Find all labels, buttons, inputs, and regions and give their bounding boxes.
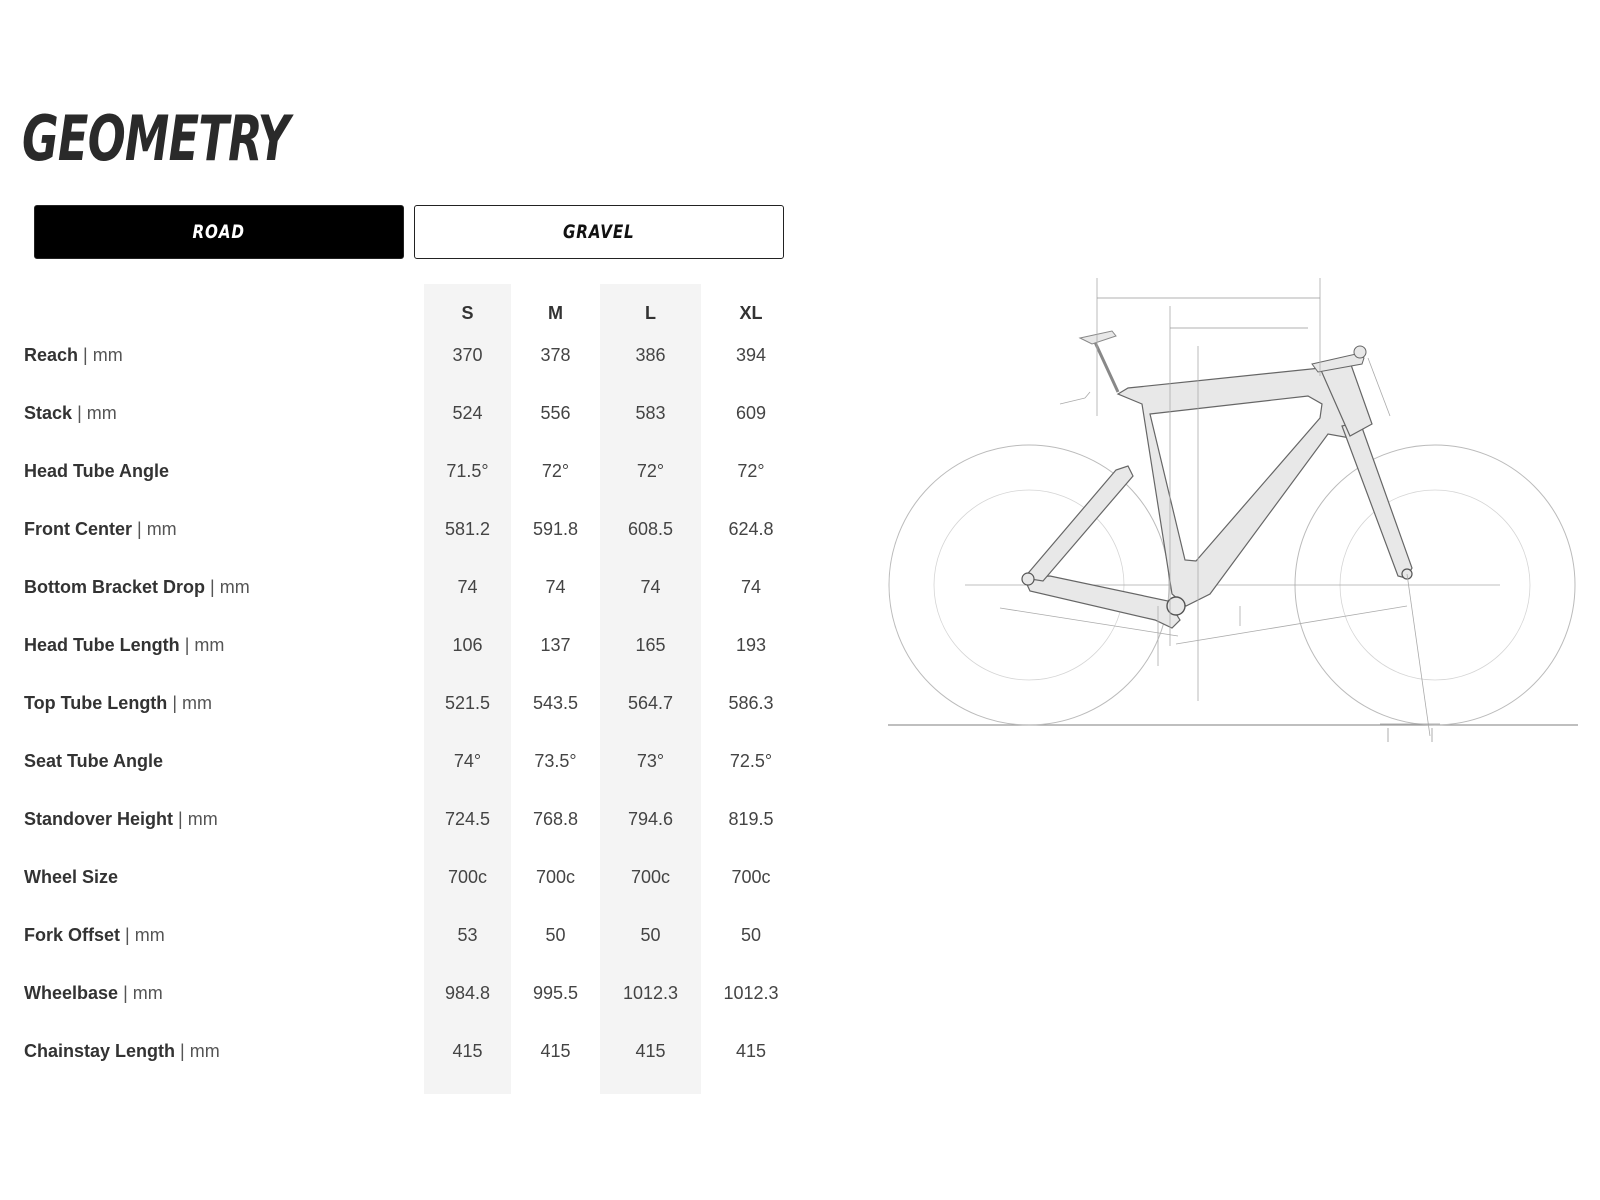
size-header-l: L	[645, 303, 656, 323]
cell-m: 700c	[535, 867, 576, 887]
cell-l: 73°	[636, 751, 665, 771]
cell-xl: 1012.3	[723, 983, 779, 1003]
cell-m: 74	[545, 577, 566, 597]
cell-s: 71.5°	[446, 461, 489, 481]
row-label	[24, 732, 163, 790]
cell-m: 556	[540, 403, 571, 423]
cell-xl: 394	[735, 345, 767, 365]
cell-l: 700c	[630, 867, 671, 887]
tab-gravel-label: GRAVEL	[563, 221, 635, 243]
cell-l: 165	[635, 635, 666, 655]
cell-l: 72°	[636, 461, 665, 481]
cell-l: 74	[640, 577, 661, 597]
row-unit: | mm	[172, 693, 212, 713]
size-header-s: S	[461, 303, 474, 323]
row-unit: | mm	[180, 1041, 220, 1061]
cell-xl: 586.3	[728, 693, 774, 713]
cell-m: 768.8	[532, 809, 579, 829]
table-row	[0, 732, 800, 790]
cell-xl: 193	[735, 635, 767, 655]
cell-xl: 415	[735, 1041, 767, 1061]
cell-m: 543.5	[532, 693, 579, 713]
row-unit: | mm	[178, 809, 218, 829]
row-unit: | mm	[83, 345, 123, 365]
row-label	[24, 790, 218, 848]
table-row	[0, 326, 800, 384]
cell-m: 137	[540, 635, 571, 655]
size-header-m: M	[548, 303, 563, 323]
cell-m: 995.5	[532, 983, 579, 1003]
front-center-dimension	[1176, 606, 1407, 644]
cell-m: 50	[545, 925, 566, 945]
cell-xl: 50	[740, 925, 762, 945]
row-label-text: Top Tube Length	[24, 693, 168, 713]
rear-dropout	[1022, 573, 1034, 585]
fork	[1342, 422, 1412, 578]
saddle	[1080, 331, 1116, 344]
row-label-text: Wheelbase	[24, 983, 119, 1003]
cell-s: 700c	[447, 867, 488, 887]
row-label-text: Seat Tube Angle	[24, 751, 164, 771]
cell-s: 521.5	[444, 693, 491, 713]
row-label	[24, 442, 169, 500]
cell-l: 415	[635, 1041, 666, 1061]
row-label-text: Wheel Size	[24, 867, 119, 887]
row-unit: | mm	[137, 519, 177, 539]
table-row	[0, 848, 800, 906]
row-unit: | mm	[77, 403, 117, 423]
seatstay	[1024, 466, 1133, 581]
row-label-text: Standover Height	[24, 809, 174, 829]
table-row	[0, 790, 800, 848]
row-label-text: Stack	[24, 403, 73, 423]
table-row	[0, 384, 800, 442]
cell-m: 73.5°	[534, 751, 577, 771]
row-unit: | mm	[123, 983, 163, 1003]
cell-m: 72°	[541, 461, 570, 481]
row-label	[24, 384, 117, 442]
cell-l: 386	[635, 345, 666, 365]
page-title: GEOMETRY	[22, 102, 290, 175]
row-label	[24, 500, 177, 558]
row-label	[24, 326, 123, 384]
table-row	[0, 558, 800, 616]
cell-xl: 72.5°	[729, 751, 773, 771]
row-label-text: Fork Offset	[24, 925, 121, 945]
cell-s: 724.5	[444, 809, 491, 829]
tab-gravel[interactable]	[414, 205, 784, 259]
cell-xl: 819.5	[728, 809, 774, 829]
table-row	[0, 442, 800, 500]
tab-road-label: ROAD	[192, 221, 246, 243]
bike-geometry-diagram	[880, 276, 1590, 766]
cell-s: 524	[452, 403, 483, 423]
cell-m: 591.8	[532, 519, 579, 539]
table-row	[0, 1022, 800, 1080]
tab-road[interactable]	[34, 205, 404, 259]
table-row	[0, 616, 800, 674]
cell-s: 74	[457, 577, 478, 597]
cell-l: 608.5	[627, 519, 674, 539]
cell-l: 50	[640, 925, 661, 945]
table-row	[0, 500, 800, 558]
geometry-tabs	[34, 205, 786, 259]
size-header-xl: XL	[739, 303, 763, 323]
cell-m: 415	[540, 1041, 571, 1061]
row-unit: | mm	[184, 635, 225, 655]
row-label-text: Head Tube Angle	[24, 461, 170, 481]
trail-line	[1407, 574, 1430, 736]
row-label-text: Head Tube Length	[24, 635, 180, 655]
row-label-text: Reach	[24, 345, 79, 365]
cell-l: 794.6	[627, 809, 674, 829]
cell-xl: 72°	[737, 461, 765, 481]
row-label	[24, 906, 165, 964]
seatpost	[1094, 340, 1118, 392]
cell-s: 53	[457, 925, 478, 945]
row-label-text: Chainstay Length	[24, 1041, 176, 1061]
cell-m: 378	[540, 345, 571, 365]
row-unit: | mm	[125, 925, 165, 945]
chainstay	[1024, 576, 1180, 628]
cell-s: 74°	[453, 751, 482, 771]
cell-l: 564.7	[627, 693, 674, 713]
row-label	[24, 616, 224, 674]
cell-xl: 609	[735, 403, 767, 423]
row-label-text: Front Center	[24, 519, 132, 539]
cell-s: 370	[452, 345, 483, 365]
cell-s: 106	[452, 635, 483, 655]
cell-xl: 74	[740, 577, 762, 597]
row-label	[24, 674, 212, 732]
handlebar-clamp	[1354, 346, 1366, 358]
row-label	[24, 558, 250, 616]
table-row	[0, 906, 800, 964]
table-row	[0, 674, 800, 732]
row-label	[24, 1022, 220, 1080]
cell-l: 583	[635, 403, 666, 423]
cell-xl: 624.8	[728, 519, 774, 539]
row-label	[24, 964, 163, 1022]
cell-xl: 700c	[731, 867, 771, 887]
cell-s: 415	[452, 1041, 483, 1061]
row-label-text: Bottom Bracket Drop	[24, 577, 206, 597]
cell-s: 984.8	[444, 983, 491, 1003]
cell-s: 581.2	[444, 519, 491, 539]
row-unit: | mm	[210, 577, 250, 597]
row-label	[24, 848, 118, 906]
cell-l: 1012.3	[622, 983, 679, 1003]
table-row	[0, 964, 800, 1022]
head-tube-dimension	[1368, 358, 1390, 416]
